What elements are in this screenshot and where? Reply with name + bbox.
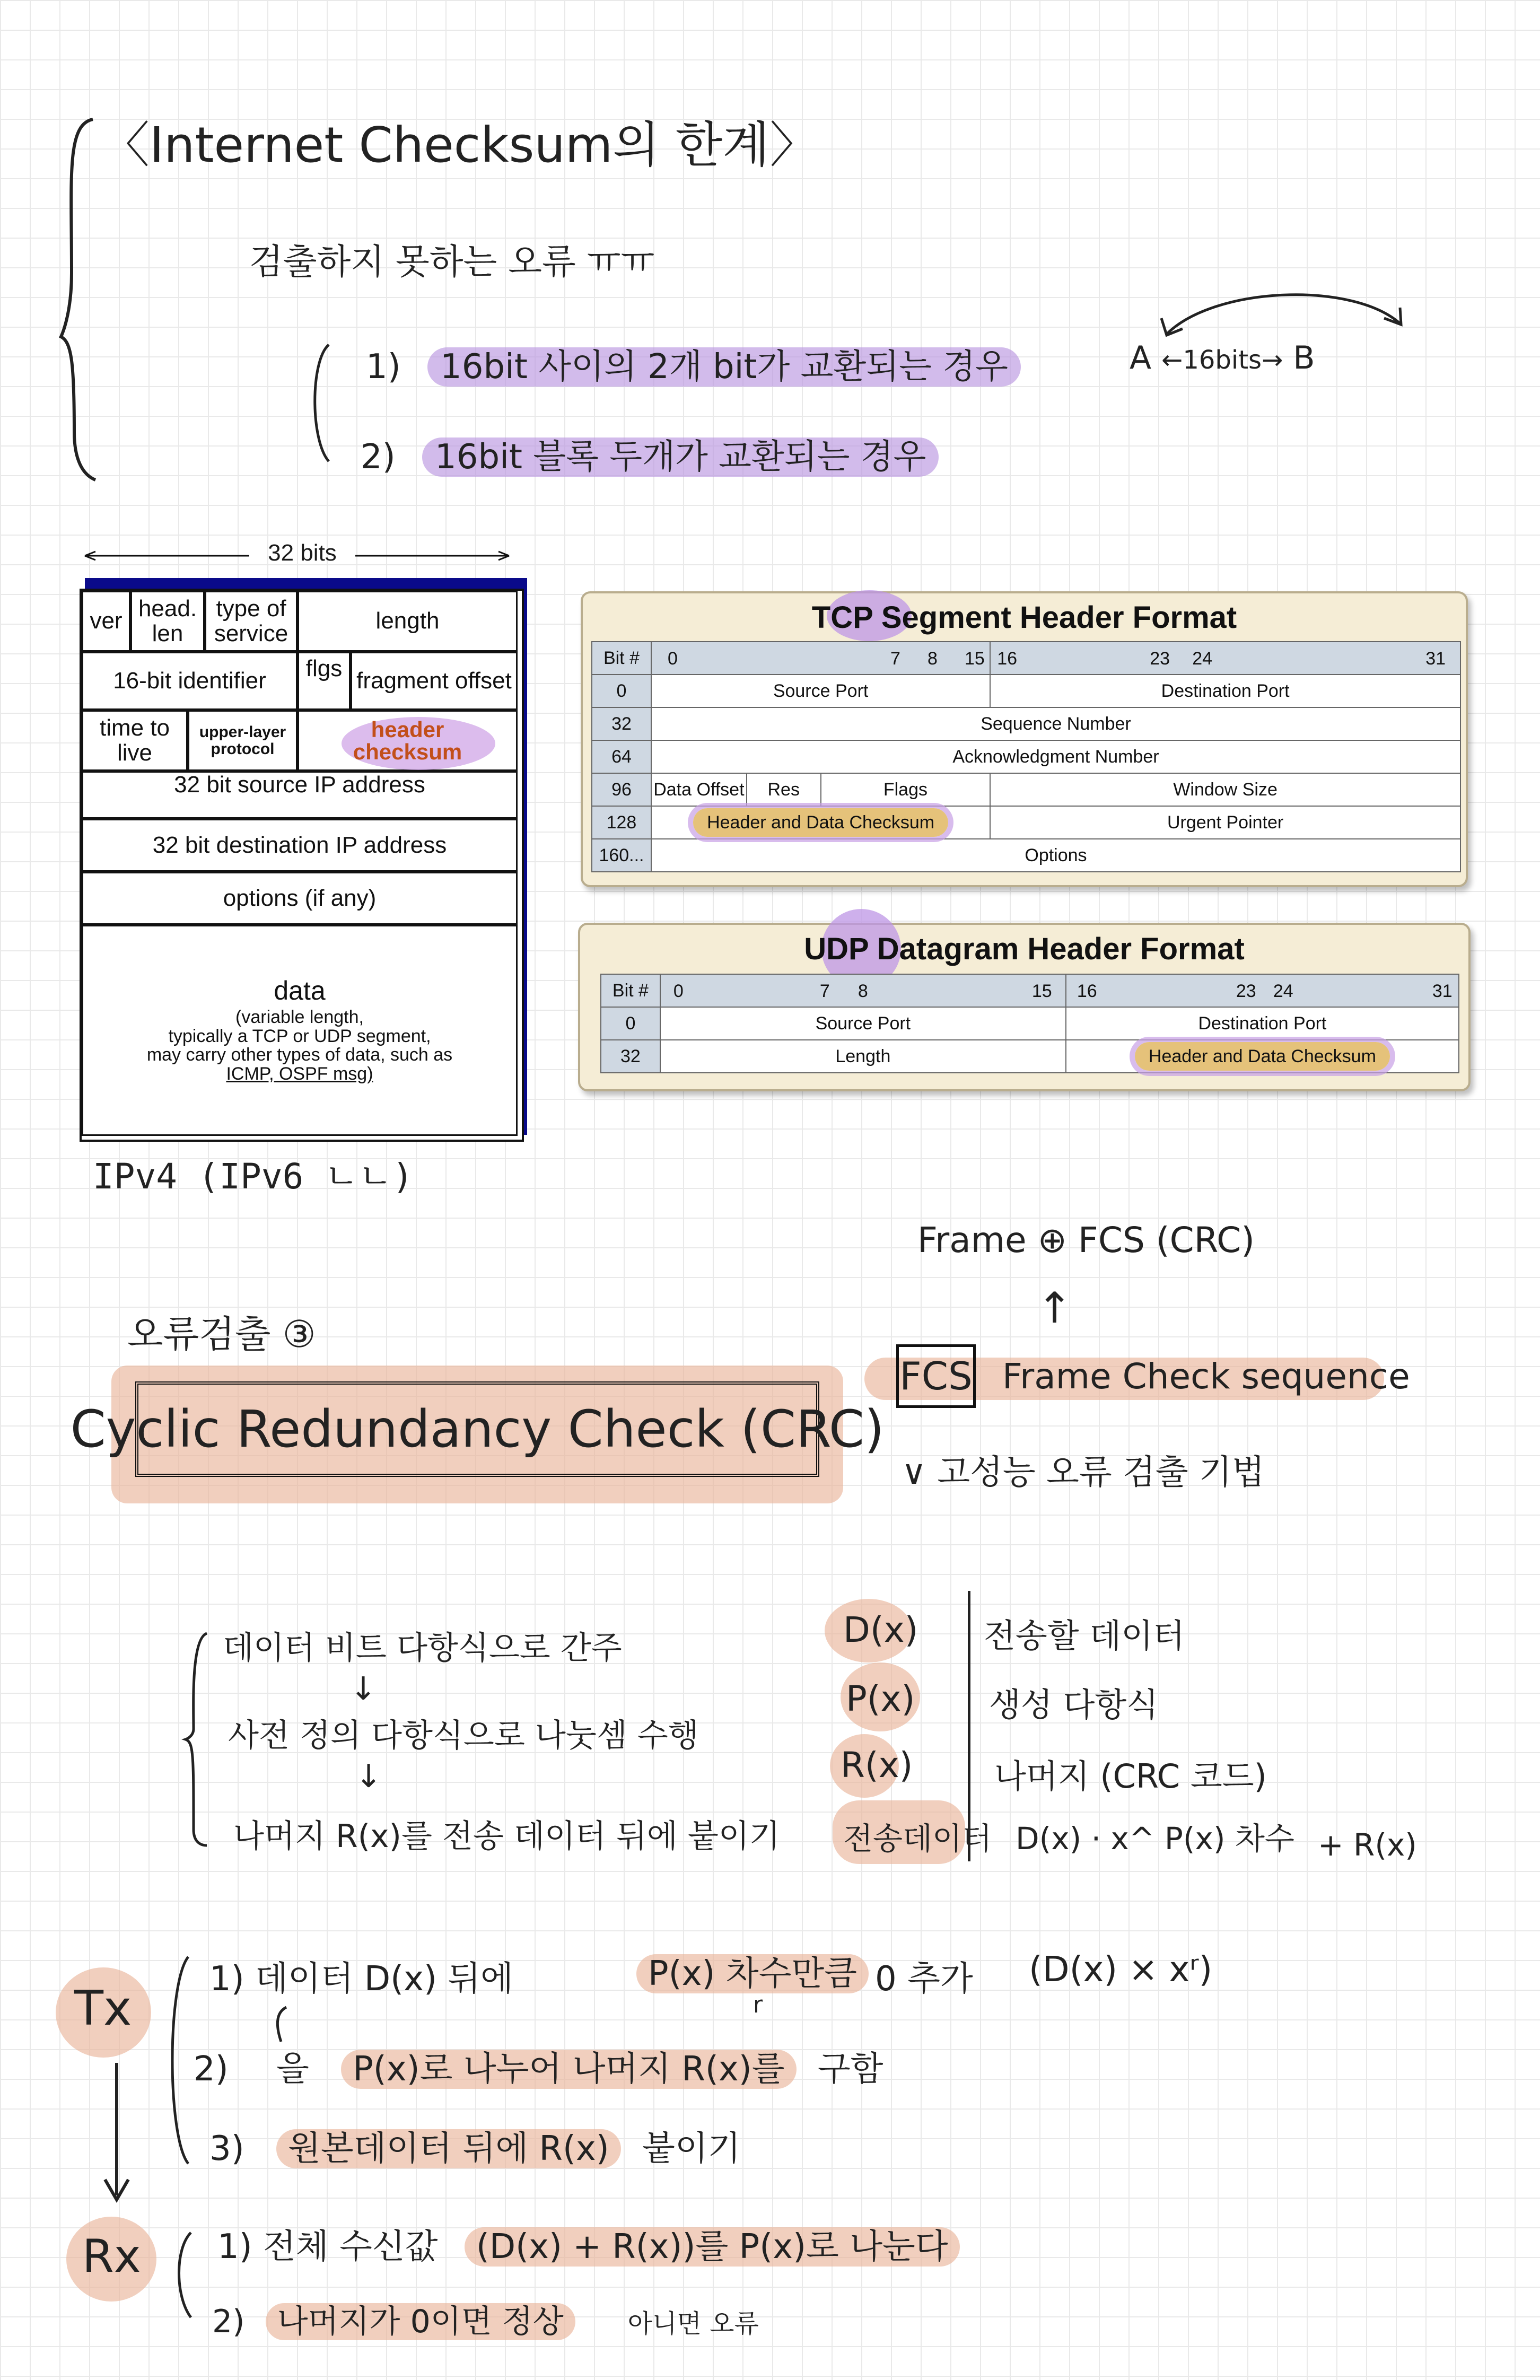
- swap-curved-arrow: [1151, 286, 1427, 339]
- tcp-bit-8: 8: [927, 649, 938, 669]
- fcs-expansion: Frame Check sequence: [1002, 1356, 1410, 1397]
- limit-item-2: [361, 430, 939, 478]
- rx-line-2: [212, 2296, 759, 2342]
- udp-title-a: UDP: [804, 932, 869, 966]
- ipv4-ttl: time to live: [82, 710, 188, 771]
- tcp-sequence-number: Sequence Number: [651, 707, 1460, 740]
- def-sym-px: P(x): [846, 1678, 915, 1719]
- udp-checksum-cell: [1066, 1040, 1459, 1073]
- udp-row: [601, 1007, 1459, 1040]
- swap-b: B: [1293, 339, 1315, 377]
- ipv4-header-diagram: [80, 589, 524, 1142]
- page-title: 〈Internet Checksum의 한계〉: [101, 117, 819, 173]
- tcp-row-bit: 32: [592, 707, 651, 740]
- tx-l1-degree: P(x) 차수만큼: [636, 1954, 869, 1993]
- udp-checksum-label: Header and Data Checksum: [1135, 1042, 1390, 1071]
- ipv4-data-title: data: [274, 976, 326, 1006]
- tcp-header-panel: [581, 591, 1468, 887]
- tx-l2-c: 구함: [817, 2050, 883, 2089]
- tcp-checksum-cell: [651, 806, 990, 839]
- tx-l1-a: 1) 데이터 D(x) 뒤에: [209, 1959, 513, 1999]
- def-desc-px: 생성 다항식: [989, 1685, 1159, 1724]
- tcp-window-size: Window Size: [990, 773, 1460, 806]
- tcp-res: Res: [747, 773, 821, 806]
- tcp-row: [592, 806, 1460, 839]
- udp-bit-31: 31: [1432, 981, 1452, 1001]
- tcp-title-a: TCP: [811, 600, 873, 635]
- ipv4-width-indicator: [80, 536, 514, 567]
- tcp-urgent-pointer: Urgent Pointer: [990, 806, 1460, 839]
- tcp-bit-0: 0: [667, 649, 678, 669]
- ipv4-identifier: 16-bit identifier: [82, 652, 298, 710]
- rx-bracket: [170, 2227, 196, 2323]
- tx-l1-c: 0 추가: [875, 1959, 973, 1999]
- tcp-destination-port: Destination Port: [990, 675, 1460, 707]
- tcp-header-table: [591, 641, 1461, 872]
- ipv4-ver: ver: [82, 591, 130, 652]
- tx-l2-num: 2): [194, 2050, 229, 2089]
- tx-l1-r: r: [753, 1991, 763, 2018]
- tcp-row-bit: 96: [592, 773, 651, 806]
- udp-header-table: [600, 974, 1459, 1073]
- crc-section-label: 오류검출 ③: [127, 1312, 316, 1356]
- tx-to-rx-arrow: [101, 2063, 133, 2206]
- ipv4-width-label: 32 bits: [268, 540, 337, 566]
- tx-line-1: [209, 1952, 513, 2000]
- step-arrow-2: ↓: [355, 1758, 382, 1795]
- step-3: 나머지 R(x)를 전송 데이터 뒤에 붙이기: [233, 1818, 780, 1855]
- ipv4-src: 32 bit source IP address: [82, 771, 518, 819]
- rx-label: Rx: [82, 2230, 141, 2283]
- def-desc-tx-data-tail: + R(x): [1318, 1827, 1417, 1863]
- udp-destination-port: Destination Port: [1066, 1007, 1459, 1040]
- tx-line-3: [209, 2121, 741, 2170]
- def-desc-rx: 나머지 (CRC 코드): [994, 1757, 1267, 1796]
- tcp-bit-row: [592, 642, 1460, 675]
- def-desc-tx-data: D(x) · x^ P(x) 차수: [1016, 1821, 1294, 1857]
- tcp-checksum-label: Header and Data Checksum: [693, 808, 948, 837]
- udp-row-bit: 0: [601, 1007, 660, 1040]
- tcp-row-bit: 160...: [592, 839, 651, 872]
- ipv4-length: length: [298, 591, 518, 652]
- tx-bracket: [162, 1952, 194, 2174]
- swap-diagram: [1130, 286, 1427, 392]
- tx-l2-hook: [268, 2005, 294, 2047]
- tcp-row: [592, 740, 1460, 773]
- udp-bit-8: 8: [858, 981, 868, 1001]
- tcp-row-bit: 0: [592, 675, 651, 707]
- ipv4-options: options (if any): [82, 872, 518, 925]
- udp-row: [601, 1040, 1459, 1073]
- rx-l2-b: 나머지가 0이면 정상: [266, 2303, 575, 2340]
- udp-length: Length: [660, 1040, 1066, 1073]
- tcp-bit-16: 16: [997, 649, 1018, 669]
- step-arrow-1: ↓: [350, 1670, 377, 1708]
- fcs-box: [896, 1344, 976, 1408]
- ipv4-dst: 32 bit destination IP address: [82, 819, 518, 872]
- ipv4-shadow-top: [85, 578, 527, 589]
- rx-line-1: [217, 2219, 960, 2268]
- def-sym-rx: R(x): [841, 1745, 913, 1786]
- ipv4-frag-offset: fragment offset: [351, 652, 518, 710]
- ipv4-head-len: head. len: [130, 591, 205, 652]
- crc-box: [70, 1381, 885, 1477]
- tcp-options: Options: [651, 839, 1460, 872]
- ipv4-tos: type of service: [205, 591, 298, 652]
- swap-a: A: [1130, 339, 1152, 377]
- ipv4-caption: IPv4 (IPv6 ㄴㄴ): [93, 1156, 414, 1197]
- limit-item-1: [366, 339, 1021, 388]
- tcp-flags: Flags: [821, 773, 991, 806]
- ipv4-data: [82, 925, 518, 1136]
- def-sym-dx: D(x): [843, 1609, 918, 1650]
- udp-bit-row: [601, 974, 1459, 1007]
- tcp-bit-col-label: Bit #: [592, 642, 651, 675]
- tx-l2-b: P(x)로 나누어 나머지 R(x)를: [341, 2050, 796, 2089]
- udp-bit-15: 15: [1031, 981, 1052, 1001]
- ipv4-upper-layer: upper-layer protocol: [188, 710, 298, 771]
- tcp-row-bit: 128: [592, 806, 651, 839]
- udp-header-panel: [578, 923, 1471, 1091]
- tcp-source-port: Source Port: [651, 675, 990, 707]
- ipv4-header-checksum: [298, 710, 518, 771]
- ipv4-checksum-label: header checksum: [353, 716, 462, 764]
- limit-item-1-text: 16bit 사이의 2개 bit가 교환되는 경우: [427, 347, 1021, 387]
- left-bracket: [50, 114, 98, 485]
- tcp-data-offset: Data Offset: [651, 773, 747, 806]
- limit-item-1-num: 1): [366, 347, 401, 387]
- tcp-row-bit: 64: [592, 740, 651, 773]
- tx-l1-d: (D(x) × xʳ): [1029, 1949, 1213, 1990]
- step-2: 사전 정의 다항식으로 나눗셈 수행: [228, 1717, 699, 1754]
- crc-note: ∨ 고성능 오류 검출 기법: [902, 1453, 1265, 1492]
- rx-l1-b: (D(x) + R(x))를 P(x)로 나눈다: [465, 2227, 960, 2267]
- tcp-bit-31: 31: [1425, 649, 1446, 669]
- def-sym-tx-data: 전송데이터: [843, 1821, 992, 1857]
- tcp-bit-23: 23: [1150, 649, 1170, 669]
- tcp-bit-15: 15: [964, 649, 985, 669]
- tx-l2-a: 을: [276, 2050, 309, 2089]
- limits-intro: 검출하지 못하는 오류 ㅠㅠ: [249, 241, 655, 282]
- ipv4-data-l3: may carry other types of data, such as: [146, 1045, 453, 1065]
- tx-label: Tx: [74, 1981, 132, 2036]
- rx-l2-c: 아니면 오류: [627, 2309, 759, 2339]
- tcp-row: [592, 839, 1460, 872]
- swap-arrow-label: ←16bits→: [1161, 345, 1283, 375]
- limit-item-2-text: 16bit 블록 두개가 교환되는 경우: [422, 438, 939, 477]
- tcp-ack-number: Acknowledgment Number: [651, 740, 1460, 773]
- frame-fcs-line: Frame ⊕ FCS (CRC): [917, 1220, 1255, 1261]
- tx-l3-num: 3): [209, 2129, 244, 2168]
- tx-l3-b: 원본데이터 뒤에 R(x): [276, 2129, 621, 2168]
- udp-title-b: Datagram Header Format: [868, 932, 1245, 966]
- crc-title: Cyclic Redundancy Check (CRC): [70, 1399, 885, 1459]
- udp-bit-7: 7: [819, 981, 830, 1001]
- tx-line-2: [194, 2042, 883, 2090]
- ipv4-flgs: flgs: [298, 652, 351, 710]
- tx-l1-b: [636, 1946, 869, 1995]
- tcp-row: [592, 675, 1460, 707]
- up-arrow: ↑: [1037, 1283, 1073, 1333]
- rx-l1-a: 1) 전체 수신값: [217, 2227, 438, 2267]
- udp-bit-0: 0: [673, 981, 684, 1001]
- tcp-row: [592, 773, 1460, 806]
- udp-bit-24: 24: [1273, 981, 1293, 1001]
- udp-bit-23: 23: [1236, 981, 1256, 1001]
- def-desc-dx: 전송할 데이터: [984, 1616, 1185, 1655]
- tx-l3-c: 붙이기: [642, 2129, 741, 2168]
- tcp-bit-7: 7: [890, 649, 900, 669]
- fcs-label: FCS: [899, 1354, 973, 1398]
- steps-bracket: [180, 1628, 212, 1851]
- limit-item-2-num: 2): [361, 438, 396, 477]
- tcp-bit-24: 24: [1192, 649, 1213, 669]
- ipv4-data-l1: (variable length,: [235, 1007, 364, 1027]
- items-bracket: [302, 339, 334, 467]
- step-1: 데이터 비트 다항식으로 간주: [223, 1630, 622, 1667]
- udp-row-bit: 32: [601, 1040, 660, 1073]
- rx-l2-num: 2): [212, 2303, 245, 2340]
- udp-bit-16: 16: [1077, 981, 1097, 1001]
- tcp-title-b: Segment Header Format: [872, 600, 1237, 635]
- ipv4-data-l4: ICMP, OSPF msg): [226, 1063, 373, 1084]
- tcp-row: [592, 707, 1460, 740]
- ipv4-data-l2: typically a TCP or UDP segment,: [168, 1026, 431, 1046]
- udp-bit-col-label: Bit #: [601, 974, 660, 1007]
- udp-source-port: Source Port: [660, 1007, 1066, 1040]
